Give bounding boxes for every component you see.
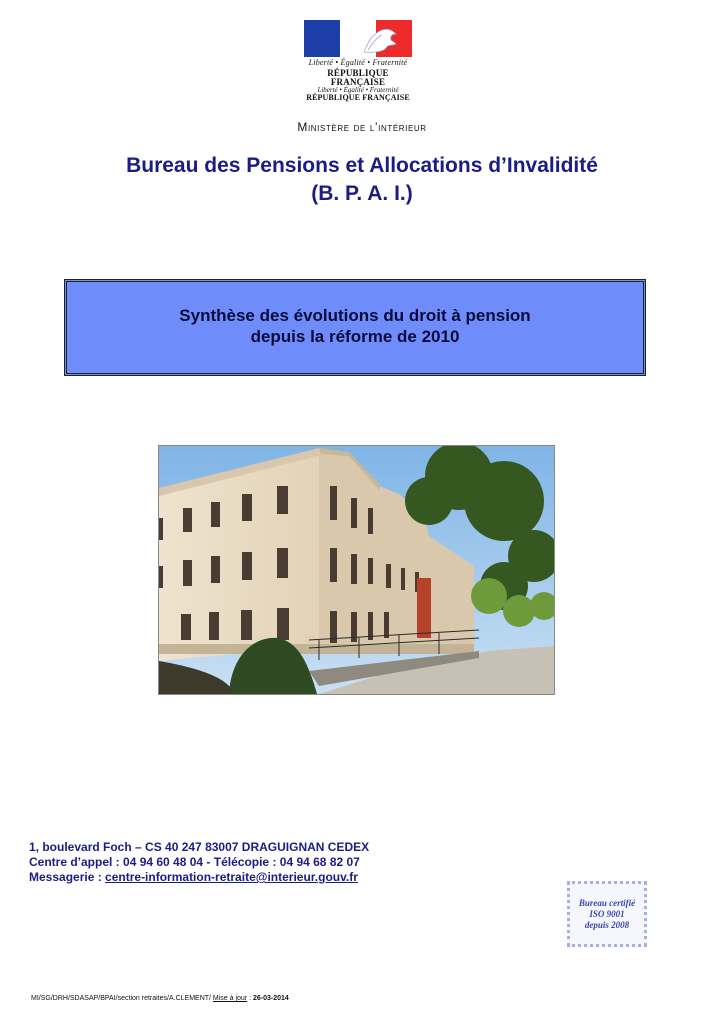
- building-illustration: [159, 446, 554, 694]
- building-photo: [158, 445, 555, 695]
- contact-mail: [29, 870, 369, 885]
- cert-line-1: Bureau certifié: [578, 897, 636, 908]
- republic-logo: [302, 20, 414, 108]
- french-flag-icon: [304, 20, 412, 57]
- logo-motto: Liberté • Égalité • Fraternité: [308, 58, 408, 67]
- contact-block: [29, 840, 369, 885]
- banner-line-2: depuis la réforme de 2010: [250, 326, 460, 346]
- footer-update-label: Mise à jour: [212, 995, 248, 1002]
- cert-line-2: ISO 9001: [589, 908, 625, 919]
- marianne-icon: [362, 24, 402, 54]
- banner-line-1: Synthèse des évolutions du droit à pension: [179, 305, 531, 325]
- logo-republic-repeat: RÉPUBLIQUE FRANÇAISE: [306, 93, 410, 102]
- footer-date: 26-03-2014: [253, 995, 289, 1002]
- title-line-1: Bureau des Pensions et Allocations d’Invalidité: [126, 154, 598, 177]
- ministry-label: Ministère de l’intérieur: [297, 120, 427, 134]
- title-line-2: (B. P. A. I.): [311, 182, 413, 205]
- footer-separator: :: [247, 995, 253, 1002]
- cert-line-3: depuis 2008: [584, 919, 630, 930]
- mail-link[interactable]: centre-information-retraite@interieur.gouv.fr: [105, 870, 358, 884]
- footer-path: MI/SG/DRH/SDASAP/BPAI/section retraites/A.CLEMENT/: [31, 995, 213, 1002]
- logo-motto-repeat: Liberté • Égalité • Fraternité: [317, 86, 399, 94]
- page-title: [0, 152, 724, 208]
- contact-address: 1, boulevard Foch – CS 40 247 83007 DRAGUIGNAN CEDEX: [29, 840, 370, 854]
- logo-republic: RÉPUBLIQUE FRANÇAISE: [327, 68, 389, 87]
- footer-reference: [31, 995, 289, 1002]
- certification-badge: [567, 881, 647, 947]
- mail-label: Messagerie :: [29, 870, 106, 884]
- subject-banner: [64, 279, 646, 376]
- contact-phone: Centre d’appel : 04 94 60 48 04 - Télécopie : 04 94 68 82 07: [29, 855, 360, 869]
